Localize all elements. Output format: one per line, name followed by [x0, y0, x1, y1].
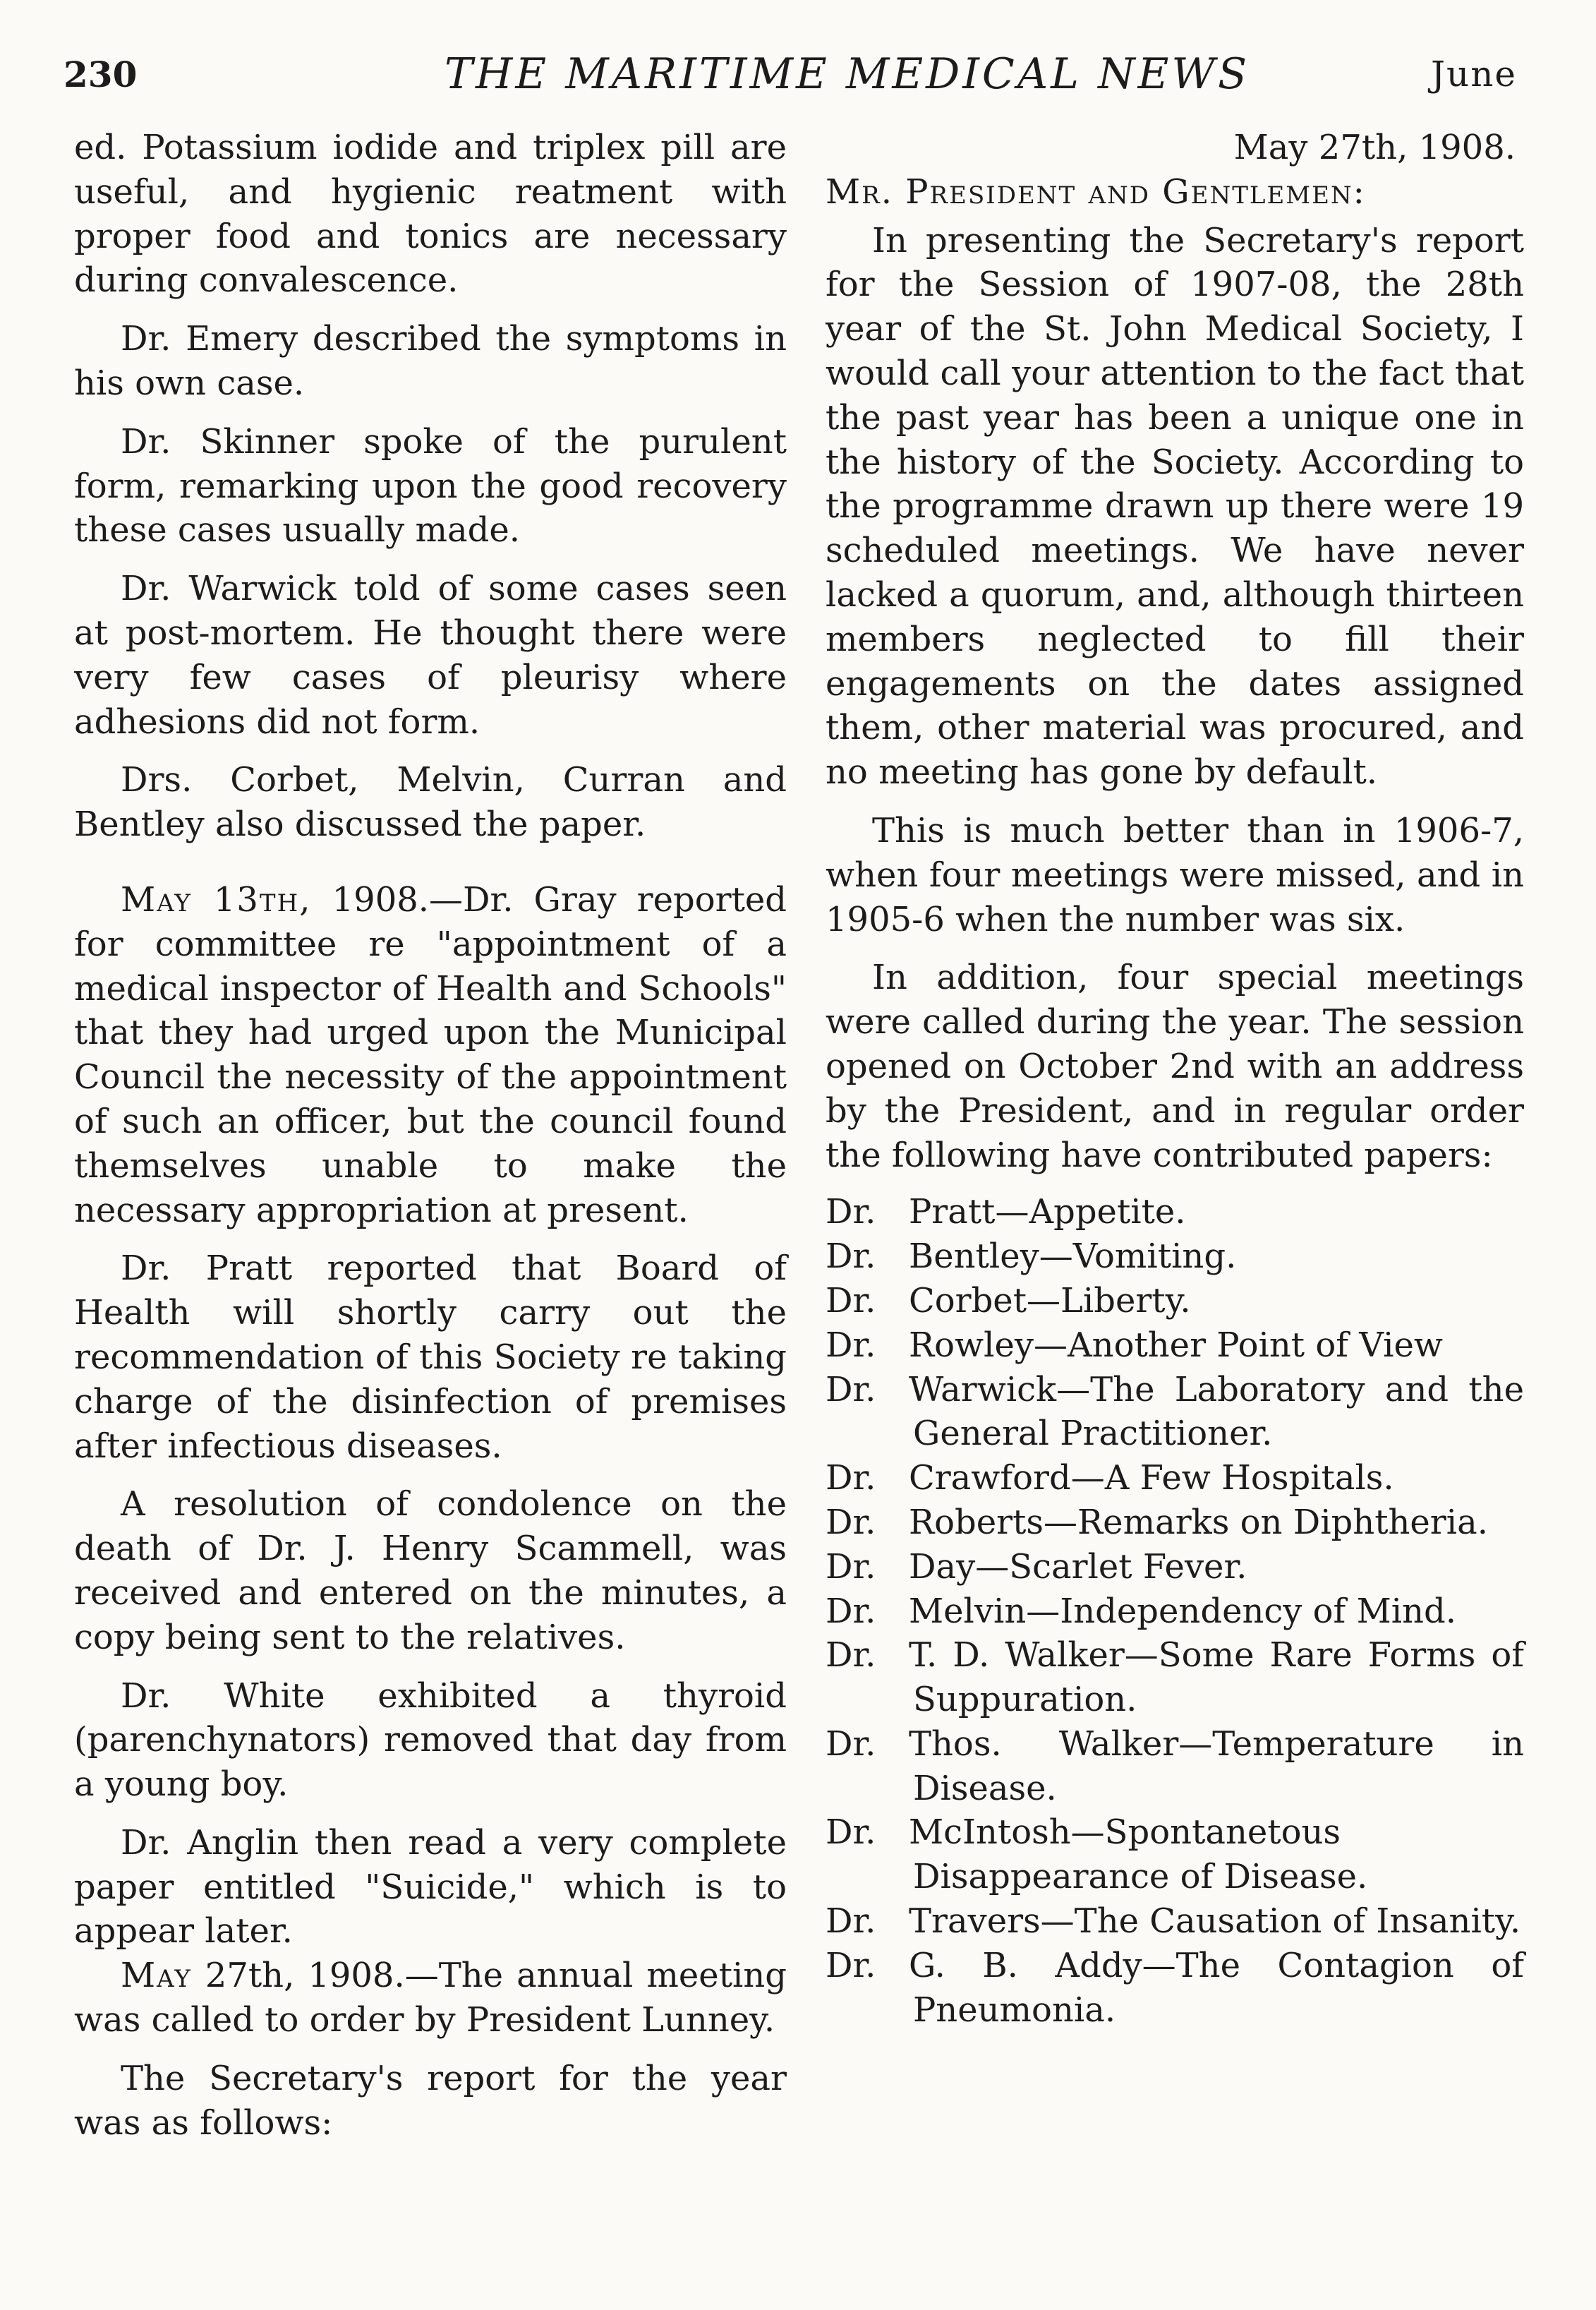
paper-entry: G. B. Addy—The Contagion of Pneumonia.: [909, 1945, 1524, 2030]
journal-title: THE MARITIME MEDICAL NEWS: [445, 49, 1250, 99]
meeting-date: May: [121, 1956, 192, 1996]
paper-list-item: [826, 1810, 1524, 1899]
paragraph: The Secretary's report for the year was as follows:: [74, 2058, 787, 2143]
paragraph: A resolution of condolence on the death of Dr. J. Henry Scammell, was received and entered on the minutes, a copy being sent to the relatives.: [74, 1484, 787, 1657]
paper-author-prefix: Dr.: [826, 1901, 876, 1942]
paper-author-prefix: Dr.: [826, 1635, 876, 1676]
paper-entry: Pratt—Appetite.: [909, 1192, 1186, 1232]
paper-list-item: [826, 1234, 1524, 1279]
paper-entry: Crawford—A Few Hospitals.: [909, 1458, 1394, 1498]
paper-author-prefix: Dr.: [826, 1325, 876, 1365]
paragraph: Dr. Warwick told of some cases seen at post-mortem. He thought there were very few cases of pleurisy where adhesions did not form.: [74, 569, 787, 742]
paper-entry: Corbet—Liberty.: [909, 1280, 1191, 1321]
paper-list-item: [826, 1368, 1524, 1457]
paper-author-prefix: Dr.: [826, 1546, 876, 1587]
paper-list-item: [826, 1899, 1524, 1944]
paper-author-prefix: Dr.: [826, 1812, 876, 1853]
paper-entry: Rowley—Another Point of View: [909, 1325, 1443, 1365]
paper-list-item: [826, 1279, 1524, 1323]
meeting-date: May 13th,: [121, 879, 312, 920]
paper-entry: Thos. Walker—Temperature in Disease.: [909, 1724, 1524, 1808]
paragraph: This is much better than in 1906-7, when four meetings were missed, and in 1905-6 when the number was six.: [826, 810, 1524, 939]
paragraph: ed. Potassium iodide and triplex pill are useful, and hygienic reatment with proper food and tonics are necessary during convalescence.: [74, 128, 787, 301]
paper-list-item: [826, 1323, 1524, 1368]
paper-list-item: [826, 1190, 1524, 1234]
paper-list-item: [826, 1944, 1524, 2033]
paper-list-item: [826, 1633, 1524, 1722]
paper-author-prefix: Dr.: [826, 1237, 876, 1277]
paragraph: Dr. White exhibited a thyroid (parenchynators) removed that day from a young boy.: [74, 1676, 787, 1805]
paper-list-item: [826, 1545, 1524, 1589]
paper-entry: Warwick—The Laboratory and the General Practitioner.: [909, 1369, 1524, 1454]
page-number: 230: [64, 54, 138, 95]
month-label: June: [1430, 54, 1517, 95]
paper-list-item: [826, 1456, 1524, 1500]
paper-list-item: [826, 1589, 1524, 1634]
report-date: May 27th, 1908.: [1233, 128, 1516, 167]
paper-author-prefix: Dr.: [826, 1458, 876, 1498]
paragraph: In addition, four special meetings were called during the year. The session opened on October 2nd with an address by the President, and in regular order the following have contributed papers:: [826, 958, 1524, 1175]
papers-list: [826, 1190, 1524, 2032]
paragraph: In presenting the Secretary's report for the Session of 1907-08, the 28th year of the St. John Medical Society, I would call your attention to the fact that the past year has been a unique one in the history of the Society. According to the programme drawn up there were 19 scheduled meetings. We have never lacked a quorum, and, although thirteen members neglected to fill their engagements on the dates assigned them, other material was procured, and no meeting has gone by default.: [826, 220, 1524, 793]
running-header: [64, 44, 1517, 107]
paragraph: Dr. Emery described the symptoms in his own case.: [74, 319, 787, 403]
salutation: Mr. President and Gentlemen:: [826, 172, 1366, 212]
paper-author-prefix: Dr.: [826, 1502, 876, 1542]
paper-entry: Melvin—Independency of Mind.: [909, 1591, 1456, 1631]
paragraph: Drs. Corbet, Melvin, Curran and Bentley also discussed the paper.: [74, 760, 787, 845]
paper-author-prefix: Dr.: [826, 1280, 876, 1321]
paragraph: Dr. Pratt reported that Board of Health will shortly carry out the recommendation of this Society re taking charge of the disinfection of premises after infectious diseases.: [74, 1249, 787, 1466]
left-column: [74, 126, 787, 2145]
right-column: [826, 126, 1524, 2032]
paper-entry: T. D. Walker—Some Rare Forms of Suppuration.: [909, 1635, 1524, 1720]
paper-author-prefix: Dr.: [826, 1591, 876, 1631]
paragraph: [74, 878, 787, 1232]
paper-entry: Travers—The Causation of Insanity.: [909, 1901, 1521, 1942]
paper-list-item: [826, 1500, 1524, 1545]
paragraph: Dr. Anglin then read a very complete paper entitled "Suicide," which is to appear later.: [74, 1822, 787, 1951]
paper-entry: Bentley—Vomiting.: [909, 1237, 1237, 1277]
paragraph-text: 27th, 1908.—The annual meeting was called to order by President Lunney.: [74, 1956, 787, 2040]
paper-entry: McIntosh—Spontanetous Disappearance of Disease.: [909, 1812, 1368, 1897]
paper-author-prefix: Dr.: [826, 1192, 876, 1232]
paper-list-item: [826, 1722, 1524, 1811]
paragraph-text: 1908.—Dr. Gray reported for committee re "appointment of a medical inspector of Health and Schools" that they had urged upon the Municipal Council the necessity of the appointment of such an officer, but the council found themselves unable to make the necessary appropriation at present.: [74, 879, 787, 1230]
paper-entry: Day—Scarlet Fever.: [909, 1546, 1247, 1587]
paper-author-prefix: Dr.: [826, 1945, 876, 1985]
paper-author-prefix: Dr.: [826, 1369, 876, 1409]
paragraph: [74, 1954, 787, 2043]
paragraph: Dr. Skinner spoke of the purulent form, remarking upon the good recovery these cases usually made.: [74, 421, 787, 551]
paper-author-prefix: Dr.: [826, 1724, 876, 1764]
paper-entry: Roberts—Remarks on Diphtheria.: [909, 1502, 1488, 1542]
